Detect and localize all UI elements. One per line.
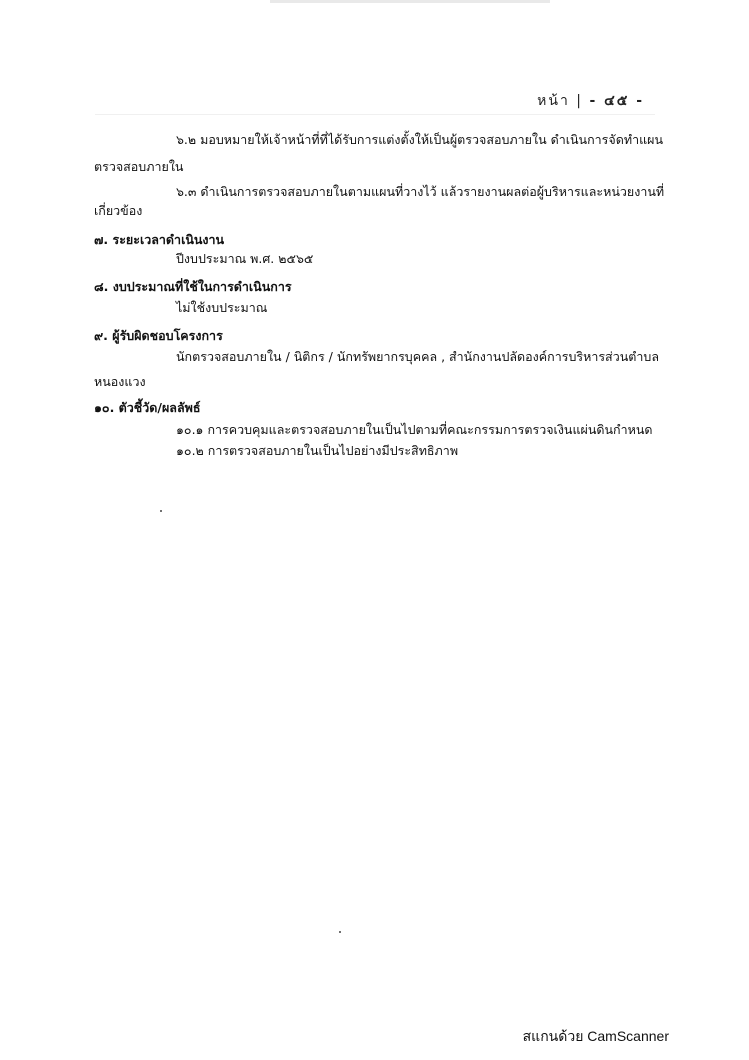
section-9-heading: ๙. ผู้รับผิดชอบโครงการ <box>94 328 223 343</box>
item-6-2-line1: ๖.๒ มอบหมายให้เจ้าหน้าที่ที่ได้รับการแต่งตั้งให้เป็นผู้ตรวจสอบภายใน ดำเนินการจัดทำแผน <box>176 132 664 147</box>
camscanner-watermark: สแกนด้วย CamScanner <box>522 1028 669 1044</box>
section-10-heading: ๑๐. ตัวชี้วัด/ผลลัพธ์ <box>94 400 201 415</box>
section-8-body: ไม่ใช้งบประมาณ <box>176 300 268 315</box>
page-number <box>537 90 644 112</box>
scan-top-artifact <box>270 0 550 3</box>
section-9-body-line1: นักตรวจสอบภายใน / นิติกร / นักทรัพยากรบุคคล , สำนักงานปลัดองค์การบริหารส่วนตำบล <box>176 349 659 364</box>
section-9-body-line2: หนองแวง <box>94 374 146 389</box>
scan-speck <box>160 510 162 512</box>
scan-speck <box>339 931 341 933</box>
section-10-item1: ๑๐.๑ การควบคุมและตรวจสอบภายในเป็นไปตามที่คณะกรรมการตรวจเงินแผ่นดินกำหนด <box>176 422 653 437</box>
item-6-3-line2: เกี่ยวข้อง <box>94 203 143 218</box>
page-separator: | <box>576 93 583 109</box>
page-number-value: - ๔๕ - <box>589 93 644 109</box>
section-10-item2: ๑๐.๒ การตรวจสอบภายในเป็นไปอย่างมีประสิทธิภาพ <box>176 443 459 458</box>
header-rule <box>95 114 655 115</box>
section-7-body: ปีงบประมาณ พ.ศ. ๒๕๖๕ <box>176 251 314 266</box>
item-6-3-line1: ๖.๓ ดำเนินการตรวจสอบภายในตามแผนที่วางไว้ แล้วรายงานผลต่อผู้บริหารและหน่วยงานที่ <box>176 184 665 199</box>
item-6-2-line2: ตรวจสอบภายใน <box>94 159 184 174</box>
page-label: หน้า <box>537 93 570 109</box>
section-8-heading: ๘. งบประมาณที่ใช้ในการดำเนินการ <box>94 279 292 294</box>
section-7-heading: ๗. ระยะเวลาดำเนินงาน <box>94 232 225 247</box>
